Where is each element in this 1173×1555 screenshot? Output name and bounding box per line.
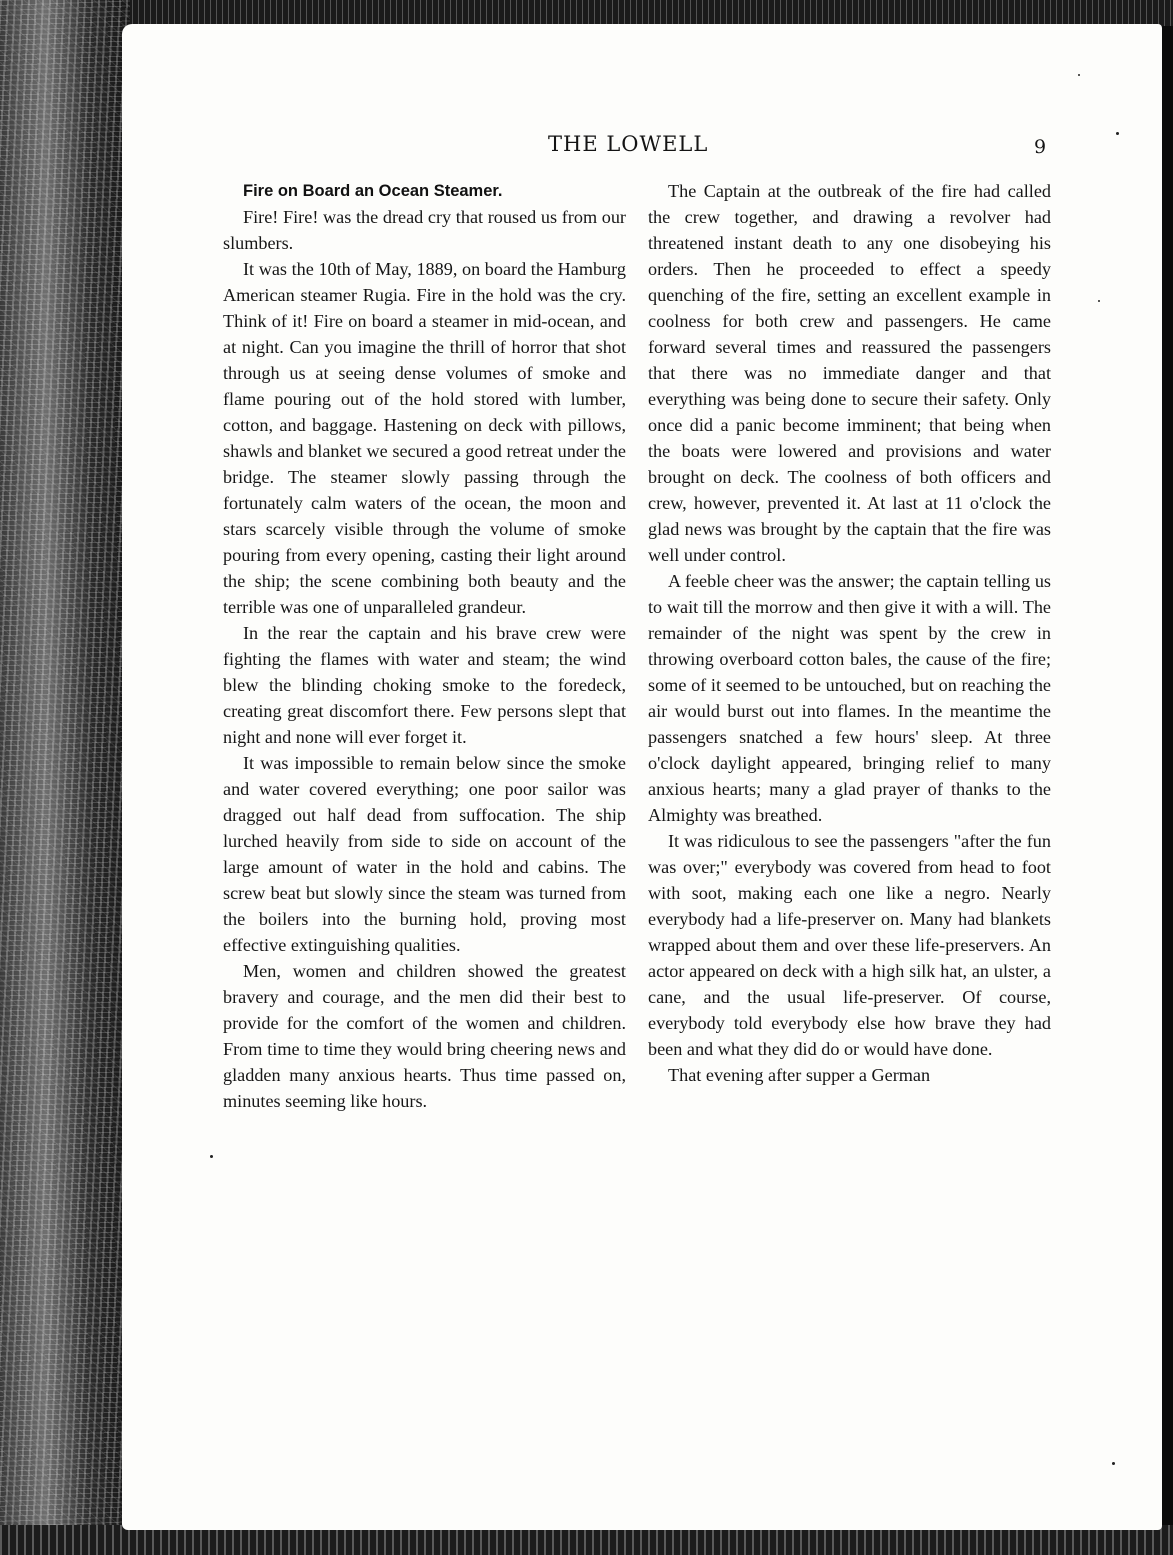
paragraph: It was impossible to remain below since the smoke and water covered everything; one poor sailor was dragged out half dead from suffocation. The ship lurched heavily from side to side on account of the large amount of water in the hold and cabins. The screw beat but slowly since the steam was turned from the boilers into the burning hold, proving most effective extinguishing qualities. <box>223 753 626 955</box>
paragraph: A feeble cheer was the answer; the captain telling us to wait till the morrow and then give it with a will. The remainder of the night was spent by the crew in throwing overboard cotton bales, the cause of the fire; some of it seemed to be untouched, but on reaching the air would burst out into flames. In the meantime the passengers snatched a few hours' sleep. At three o'clock daylight appeared, bringing relief to many anxious hearts; many a glad prayer of thanks to the Almighty was breathed. <box>648 571 1051 825</box>
scan-top-border <box>0 0 1173 26</box>
paragraph: That evening after supper a German <box>668 1065 931 1085</box>
paragraph: It was the 10th of May, 1889, on board the Hamburg American steamer Rugia. Fire in the hold was the cry. Think of it! Fire on board a steamer in mid-ocean, and at night. Can you imagine the thrill of horror that shot through us at seeing dense volumes of smoke and flame pouring out of the hold stored with lumber, cotton, and baggage. Hastening on deck with pillows, shawls and blanket we secured a good retreat under the bridge. The steamer slowly passing through the fortunately calm waters of the ocean, the moon and stars scarcely visible through the volume of smoke pouring from every opening, casting their light around the ship; the scene combining both beauty and the terrible was one of unparalleled grandeur. <box>223 259 626 617</box>
right-column <box>648 178 1051 1088</box>
article-title: Fire on Board an Ocean Steamer. <box>243 182 503 200</box>
paragraph: The Captain at the outbreak of the fire had called the crew together, and drawing a revolver had threatened instant death to any one disobeying his orders. Then he proceeded to effect a speedy quenching of the fire, setting an excellent example in coolness for both crew and passengers. He came forward several times and reassured the passengers that there was no immediate danger and that everything was being done to secure their safety. Only once did a panic become imminent; that being when the boats were lowered and provisions and water brought on deck. The coolness of both officers and crew, however, prevented it. At last at 11 o'clock the glad news was brought by the captain that the fire was well under control. <box>648 181 1051 565</box>
paragraph: Men, women and children showed the greatest bravery and courage, and the men did their best to provide for the comfort of the women and children. From time to time they would bring cheering news and gladden many anxious hearts. Thus time passed on, minutes seeming like hours. <box>223 961 626 1111</box>
left-column <box>223 178 626 1114</box>
page-number: 9 <box>1034 136 1047 158</box>
paragraph: In the rear the captain and his brave crew were fighting the flames with water and steam; the wind blew the blinding choking smoke to the foredeck, creating great discomfort there. Few persons slept that night and none will ever forget it. <box>223 623 626 747</box>
paragraph: It was ridiculous to see the passengers "after the fun was over;" everybody was covered from head to foot with soot, making each one like a negro. Nearly everybody had a life-preserver on. Many had blankets wrapped about them and over these life-preservers. An actor appeared on deck with a high silk hat, an ulster, a cane, and the usual life-preserver. Of course, everybody told everybody else how brave they had been and what they did do or would have done. <box>648 831 1051 1059</box>
running-head-title: THE LOWELL <box>548 132 709 156</box>
paragraph: Fire! Fire! was the dread cry that roused us from our slumbers. <box>223 207 626 253</box>
scan-left-border <box>0 0 130 1555</box>
